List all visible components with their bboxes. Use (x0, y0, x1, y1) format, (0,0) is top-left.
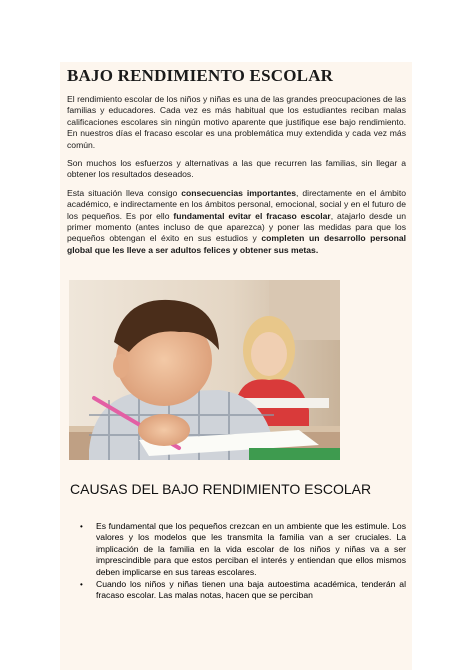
intro-paragraph: El rendimiento escolar de los niños y niñas es una de las grandes preocupaciones de las familias y educadores. Cada vez es más habitual que los estudiantes reciban malas calificaciones escolares sin ningún motivo aparente que justifique ese bajo rendimiento. En nuestros días el fracaso escolar es una problemática muy extendida y cada vez más común. (67, 94, 406, 150)
page-title: BAJO RENDIMIENTO ESCOLAR (67, 66, 334, 85)
bullet-icon: • (80, 522, 83, 531)
list-item: • Es fundamental que los pequeños crezcan en un ambiente que les estimule. Los valores y los modelos que les transmita la familia van a ser cruciales. La implicación de la familia en la vida escolar de los niños y niñas va a ser imprescindible para que estos perciban el interés y entiendan que ellos mismos deben implicarse en sus tareas escolares. (80, 521, 406, 577)
efforts-paragraph: Son muchos los esfuerzos y alternativas a las que recurren las familias, sin llegar a obtener los resultados deseados. (67, 158, 406, 180)
section-heading: CAUSAS DEL BAJO RENDIMIENTO ESCOLAR (70, 481, 372, 497)
bullet-icon: • (80, 580, 83, 590)
document-body (67, 66, 406, 263)
causes-list (80, 521, 406, 603)
list-item: • Cuando los niños y niñas tienen una baja autoestima académica, tenderán al fracaso escolar. Las malas notas, hacen que se perciban (80, 579, 406, 601)
consequences-paragraph: Esta situación lleva consigo consecuencias importantes, directamente en el ámbito académico, e indirectamente en los ámbitos personal, emocional, social y en el futuro de los pequeños. Es por ello fundamental evitar el fracaso escolar, atajarlo desde un primer momento (antes incluso de que aparezca) y poner las medidas para que los pequeños obtengan el éxito en sus estudios y completen un desarrollo personal global que les lleve a ser adultos felices y obtener sus metas. (67, 187, 406, 255)
classroom-photo (69, 280, 340, 460)
